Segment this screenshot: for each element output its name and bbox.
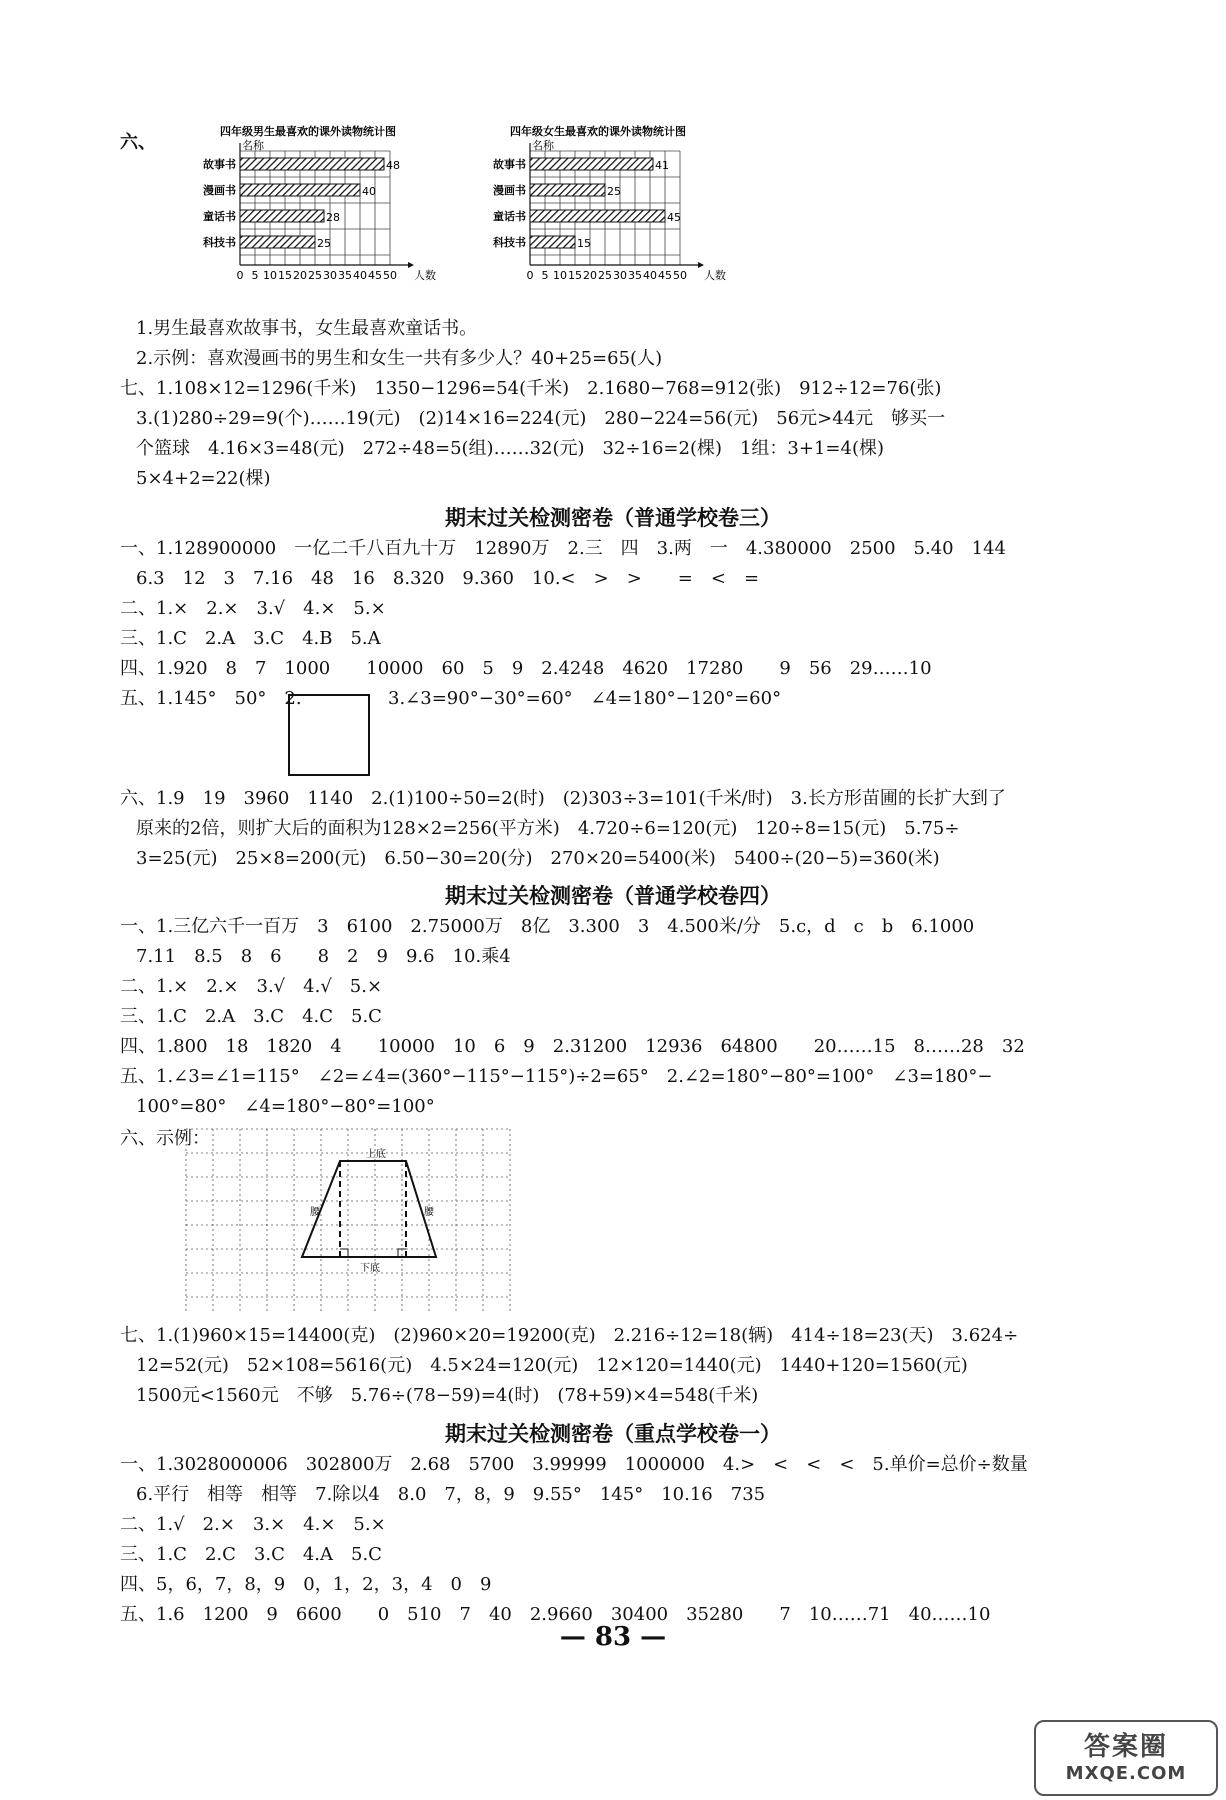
answer-line: 二、1.√ 2.× 3.× 4.× 5.×: [120, 1514, 386, 1535]
bar: [530, 158, 653, 170]
answer-line: 原来的2倍，则扩大后的面积为128×2=256(平方米) 4.720÷6=120(元) 120÷8=15(元) 5.75÷: [136, 818, 960, 839]
answer-line: 3.(1)280÷29=9(个)……19(元) (2)14×16=224(元) 280−224=56(元) 56元>44元 够买一: [136, 408, 946, 429]
data-label: 28: [326, 211, 340, 224]
answer-line: 二、1.× 2.× 3.√ 4.× 5.×: [120, 598, 386, 619]
y-axis-label: 名称: [242, 139, 264, 152]
answer-line: 1500元<1560元 不够 5.76÷(78−59)=4(时) (78+59)×4=548(千米): [136, 1385, 759, 1406]
answer-line: 三、1.C 2.A 3.C 4.C 5.C: [120, 1006, 382, 1027]
category-label: 童话书: [203, 210, 236, 223]
tick-label: 50: [383, 269, 397, 282]
tick-label: 40: [353, 269, 367, 282]
page-number: — 83 —: [559, 1622, 667, 1652]
x-axis-label: 人数: [704, 269, 726, 282]
bar: [240, 158, 384, 170]
answer-line: 100°=80° ∠4=180°−80°=100°: [136, 1096, 435, 1117]
tick-label: 0: [236, 269, 244, 282]
data-label: 25: [607, 185, 621, 198]
watermark-logo: [1034, 1720, 1218, 1796]
answer-line: 12=52(元) 52×108=5616(元) 4.5×24=120(元) 12×120=1440(元) 1440+120=1560(元): [136, 1355, 968, 1376]
trapezoid-grid-figure: [180, 1125, 520, 1315]
data-label: 15: [577, 237, 591, 250]
tick-label: 35: [628, 269, 642, 282]
answer-line: 六、1.9 19 3960 1140 2.(1)100÷50=2(时) (2)303÷3=101(千米/时) 3.长方形苗圃的长扩大到了: [120, 788, 1006, 809]
section-heading: 期末过关检测密卷（重点学校卷一）: [445, 1422, 781, 1446]
answer-line: 个篮球 4.16×3=48(元) 272÷48=5(组)……32(元) 32÷16=2(棵) 1组：3+1=4(棵): [136, 438, 885, 459]
tick-label: 5: [541, 269, 549, 282]
data-label: 45: [667, 211, 681, 224]
answer-line: 七、1.(1)960×15=14400(克) (2)960×20=19200(克) 2.216÷12=18(辆) 414÷18=23(天) 3.624÷: [120, 1325, 1019, 1346]
tick-label: 50: [673, 269, 687, 282]
category-label: 漫画书: [493, 184, 526, 197]
answer-line: 六、示例：: [120, 1128, 210, 1149]
bar: [530, 210, 665, 222]
answer-line: 一、1.3028000006 302800万 2.68 5700 3.99999 1000000 4.> < < < 5.单价=总价÷数量: [120, 1454, 1028, 1475]
answer-line: 6.3 12 3 7.16 48 16 8.320 9.360 10.< > > = < =: [136, 568, 760, 589]
trapezoid-bottom-label: 下底: [360, 1263, 380, 1274]
answer-line: 6.平行 相等 相等 7.除以4 8.0 7，8，9 9.55° 145° 10.16 735: [136, 1484, 766, 1505]
bar: [530, 236, 575, 248]
answer-line: 四、1.920 8 7 1000 10000 60 5 9 2.4248 4620 17280 9 56 29……10: [120, 658, 932, 679]
watermark-top: 答案圈: [1083, 1732, 1168, 1762]
tick-label: 30: [323, 269, 337, 282]
tick-label: 40: [643, 269, 657, 282]
category-label: 故事书: [203, 158, 236, 171]
answer-line: 5×4+2=22(棵): [136, 468, 271, 489]
section-heading: 期末过关检测密卷（普通学校卷四）: [445, 884, 781, 908]
tick-label: 45: [658, 269, 672, 282]
tick-label: 35: [338, 269, 352, 282]
x-axis-label: 人数: [414, 269, 436, 282]
chart-girls: [492, 125, 726, 282]
bar: [240, 184, 360, 196]
x-axis-arrow: [408, 262, 414, 268]
chart-title: 四年级男生最喜欢的课外读物统计图: [220, 125, 396, 138]
bar: [240, 236, 315, 248]
category-label: 科技书: [493, 236, 526, 249]
answer-line: 四、1.800 18 1820 4 10000 10 6 9 2.31200 12936 64800 20……15 8……28 32: [120, 1036, 1025, 1057]
tick-label: 25: [598, 269, 612, 282]
category-label: 故事书: [493, 158, 526, 171]
tick-label: 20: [293, 269, 307, 282]
section-heading: 期末过关检测密卷（普通学校卷三）: [445, 506, 781, 530]
tick-label: 45: [368, 269, 382, 282]
trapezoid-left-label: 腰: [310, 1207, 320, 1218]
chart-title: 四年级女生最喜欢的课外读物统计图: [510, 125, 686, 138]
answer-line: 2.示例：喜欢漫画书的男生和女生一共有多少人？40+25=65(人): [136, 348, 663, 369]
square-figure: [288, 694, 370, 776]
category-label: 童话书: [493, 210, 526, 223]
bar-charts: [0, 125, 1226, 305]
chart-boys: [202, 125, 436, 282]
answer-line: 3.∠3=90°−30°=60° ∠4=180°−120°=60°: [388, 688, 782, 709]
tick-label: 0: [526, 269, 534, 282]
tick-label: 5: [251, 269, 259, 282]
data-label: 41: [655, 159, 669, 172]
category-label: 科技书: [203, 236, 236, 249]
answer-line: 3=25(元) 25×8=200(元) 6.50−30=20(分) 270×20=5400(米) 5400÷(20−5)=360(米): [136, 848, 940, 869]
section-label: 六、: [120, 132, 156, 153]
answer-line: 五、1.6 1200 9 6600 0 510 7 40 2.9660 30400 35280 7 10……71 40……10: [120, 1604, 991, 1625]
tick-label: 10: [263, 269, 277, 282]
tick-label: 15: [278, 269, 292, 282]
bar: [530, 184, 605, 196]
bar: [240, 210, 324, 222]
data-label: 25: [317, 237, 331, 250]
trapezoid-right-label: 腰: [424, 1207, 434, 1218]
answer-line: 五、1.∠3=∠1=115° ∠2=∠4=(360°−115°−115°)÷2=65° 2.∠2=180°−80°=100° ∠3=180°−: [120, 1066, 993, 1087]
tick-label: 25: [308, 269, 322, 282]
answer-line: 1.男生最喜欢故事书，女生最喜欢童话书。: [136, 318, 478, 339]
tick-label: 15: [568, 269, 582, 282]
answer-line: 七、1.108×12=1296(千米) 1350−1296=54(千米) 2.1680−768=912(张) 912÷12=76(张): [120, 378, 942, 399]
y-axis-label: 名称: [532, 139, 554, 152]
answer-line: 五、1.145° 50° 2.: [120, 688, 302, 709]
tick-label: 10: [553, 269, 567, 282]
tick-label: 30: [613, 269, 627, 282]
answer-line: 一、1.三亿六千一百万 3 6100 2.75000万 8亿 3.300 3 4.500米/分 5.c，d c b 6.1000: [120, 916, 975, 937]
answer-line: 一、1.128900000 一亿二千八百九十万 12890万 2.三 四 3.两 一 4.380000 2500 5.40 144: [120, 538, 1006, 559]
watermark-bottom: MXQE.COM: [1065, 1763, 1187, 1784]
answer-line: 四、5，6，7，8，9 0，1，2，3，4 0 9: [120, 1574, 492, 1595]
answer-line: 三、1.C 2.A 3.C 4.B 5.A: [120, 628, 381, 649]
answer-line: 二、1.× 2.× 3.√ 4.√ 5.×: [120, 976, 383, 997]
x-axis-arrow: [698, 262, 704, 268]
answer-line: 7.11 8.5 8 6 8 2 9 9.6 10.乘4: [136, 946, 511, 967]
data-label: 40: [362, 185, 376, 198]
category-label: 漫画书: [203, 184, 236, 197]
tick-label: 20: [583, 269, 597, 282]
data-label: 48: [386, 159, 400, 172]
answer-line: 三、1.C 2.C 3.C 4.A 5.C: [120, 1544, 382, 1565]
trapezoid-top-label: 上底: [366, 1149, 386, 1160]
